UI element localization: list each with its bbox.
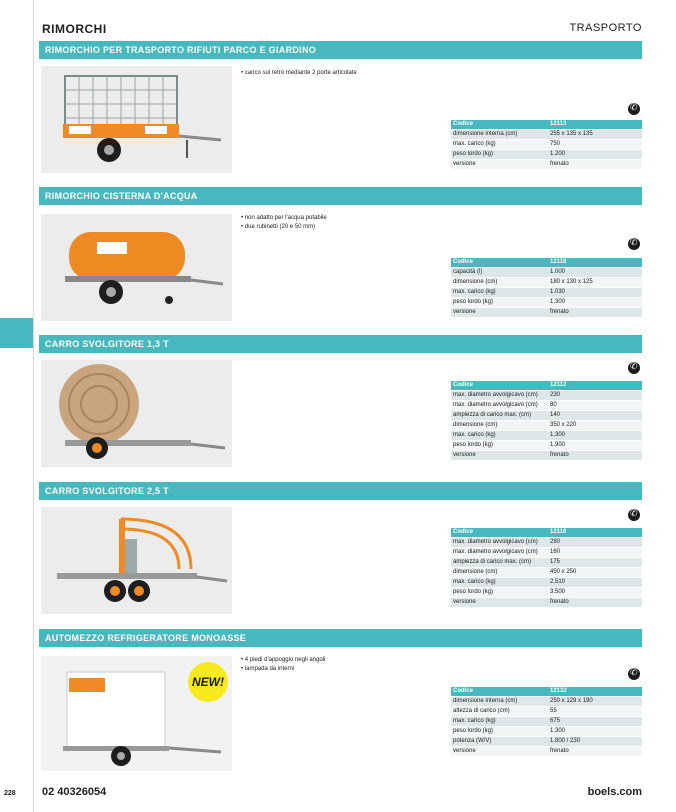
table-cell: 180 x 130 x 125 bbox=[548, 278, 642, 288]
table-cell: 3.500 bbox=[548, 588, 642, 598]
table-cell: 675 bbox=[548, 717, 642, 727]
table-cell: peso lordo (kg) bbox=[451, 441, 548, 451]
table-row bbox=[451, 697, 642, 707]
product-title: CARRO SVOLGITORE 1,3 T bbox=[39, 335, 642, 353]
table-cell: altezza di carico (cm) bbox=[451, 707, 548, 717]
product-illustration bbox=[41, 507, 232, 614]
table-cell: 250 x 129 x 190 bbox=[548, 697, 642, 707]
footer-website[interactable]: boels.com bbox=[587, 786, 642, 798]
product-image-cable-drum-trailer-1-3t bbox=[41, 360, 232, 467]
product-title: AUTOMEZZO REFRIGERATORE MONOASSE bbox=[39, 629, 642, 647]
phone-icon bbox=[628, 362, 640, 374]
table-cell: Codice bbox=[451, 528, 548, 538]
table-row bbox=[451, 150, 642, 160]
table-cell: 255 x 135 x 135 bbox=[548, 130, 642, 140]
page-number: 228 bbox=[4, 790, 16, 797]
product-image-cable-drum-trailer-2-5t bbox=[41, 507, 232, 614]
table-row bbox=[451, 411, 642, 421]
table-row bbox=[451, 160, 642, 170]
table-cell: max. carico (kg) bbox=[451, 431, 548, 441]
table-cell: max. diametro avvolgicavo (cm) bbox=[451, 391, 548, 401]
product-image-garden-trailer bbox=[41, 66, 232, 173]
table-cell: 450 x 250 bbox=[548, 568, 642, 578]
product-section-1 bbox=[39, 41, 642, 177]
table-cell: 750 bbox=[548, 140, 642, 150]
page-category: TRASPORTO bbox=[569, 22, 642, 34]
table-cell: max. diametro avvolgicavo (cm) bbox=[451, 548, 548, 558]
feature-item: • carico sul retro mediante 2 porte articolate bbox=[241, 69, 357, 78]
table-cell: versione bbox=[451, 451, 548, 461]
table-cell: Codice bbox=[451, 687, 548, 697]
product-title: CARRO SVOLGITORE 2,5 T bbox=[39, 482, 642, 500]
table-row bbox=[451, 451, 642, 461]
table-cell: frenato bbox=[548, 451, 642, 461]
table-cell: 1.300 bbox=[548, 727, 642, 737]
product-code: 12116 bbox=[548, 528, 642, 538]
footer-phone: 02 40326054 bbox=[42, 786, 107, 798]
product-illustration bbox=[41, 360, 232, 467]
table-cell: 55 bbox=[548, 707, 642, 717]
phone-icon bbox=[628, 103, 640, 115]
spec-table bbox=[451, 258, 642, 318]
page-title: RIMORCHI bbox=[42, 22, 107, 36]
phone-icon bbox=[628, 668, 640, 680]
table-row bbox=[451, 391, 642, 401]
table-row bbox=[451, 598, 642, 608]
spec-table bbox=[451, 528, 642, 608]
table-cell: 1.300 bbox=[548, 298, 642, 308]
product-code: 12118 bbox=[548, 258, 642, 268]
table-cell: versione bbox=[451, 160, 548, 170]
table-row bbox=[451, 538, 642, 548]
table-row bbox=[451, 548, 642, 558]
feature-list bbox=[241, 656, 325, 674]
table-row bbox=[451, 727, 642, 737]
table-cell: 230 bbox=[548, 391, 642, 401]
new-badge: NEW! bbox=[188, 662, 228, 702]
table-cell: versione bbox=[451, 598, 548, 608]
table-row bbox=[451, 441, 642, 451]
table-header-row bbox=[451, 258, 642, 268]
spec-table bbox=[451, 687, 642, 757]
table-cell: 80 bbox=[548, 401, 642, 411]
table-row bbox=[451, 401, 642, 411]
table-cell: 1.900 bbox=[548, 441, 642, 451]
table-header-row bbox=[451, 120, 642, 130]
table-header-row bbox=[451, 381, 642, 391]
feature-item: • due rubinetti (20 e 50 mm) bbox=[241, 223, 327, 232]
table-cell: versione bbox=[451, 308, 548, 318]
table-row bbox=[451, 717, 642, 727]
product-title: RIMORCHIO PER TRASPORTO RIFIUTI PARCO E GIARDINO bbox=[39, 41, 642, 59]
table-row bbox=[451, 421, 642, 431]
table-cell: potenza (W/V) bbox=[451, 737, 548, 747]
phone-icon bbox=[628, 509, 640, 521]
table-row bbox=[451, 288, 642, 298]
page-header bbox=[42, 22, 642, 36]
table-cell: max. carico (kg) bbox=[451, 578, 548, 588]
table-row bbox=[451, 431, 642, 441]
table-cell: capacità (l) bbox=[451, 268, 548, 278]
table-cell: max. carico (kg) bbox=[451, 717, 548, 727]
table-cell: Codice bbox=[451, 381, 548, 391]
table-cell: peso lordo (kg) bbox=[451, 298, 548, 308]
feature-item: • non adatto per l'acqua potabile bbox=[241, 214, 327, 223]
table-row bbox=[451, 588, 642, 598]
table-cell: dimensione (cm) bbox=[451, 421, 548, 431]
feature-item: • 4 piedi d'appoggio negli angoli bbox=[241, 656, 325, 665]
table-cell: 140 bbox=[548, 411, 642, 421]
feature-list bbox=[241, 214, 327, 232]
product-section-4 bbox=[39, 482, 642, 618]
table-row bbox=[451, 140, 642, 150]
table-cell: frenato bbox=[548, 747, 642, 757]
table-cell: dimensione (cm) bbox=[451, 278, 548, 288]
product-image-water-tank-trailer bbox=[41, 214, 232, 321]
table-header-row bbox=[451, 528, 642, 538]
table-row bbox=[451, 558, 642, 568]
table-cell: max. carico (kg) bbox=[451, 140, 548, 150]
table-row bbox=[451, 278, 642, 288]
table-header-row bbox=[451, 687, 642, 697]
table-cell: peso lordo (kg) bbox=[451, 727, 548, 737]
product-section-3 bbox=[39, 335, 642, 471]
chapter-tab bbox=[0, 318, 33, 348]
table-row bbox=[451, 747, 642, 757]
table-cell: versione bbox=[451, 747, 548, 757]
spec-table bbox=[451, 120, 642, 170]
table-cell: max. carico (kg) bbox=[451, 288, 548, 298]
table-row bbox=[451, 707, 642, 717]
table-row bbox=[451, 298, 642, 308]
table-cell: dimensione interna (cm) bbox=[451, 130, 548, 140]
table-cell: frenato bbox=[548, 160, 642, 170]
product-image-refrigerated-trailer bbox=[41, 656, 232, 771]
table-cell: 160 bbox=[548, 548, 642, 558]
table-cell: Codice bbox=[451, 120, 548, 130]
table-row bbox=[451, 268, 642, 278]
spec-table bbox=[451, 381, 642, 461]
table-row bbox=[451, 737, 642, 747]
product-code: 12112 bbox=[548, 381, 642, 391]
product-title: RIMORCHIO CISTERNA D'ACQUA bbox=[39, 187, 642, 205]
table-cell: 1.000 bbox=[548, 268, 642, 278]
table-row bbox=[451, 308, 642, 318]
table-cell: 1.030 bbox=[548, 288, 642, 298]
table-cell: 1.300 bbox=[548, 431, 642, 441]
phone-icon bbox=[628, 238, 640, 250]
table-cell: 350 x 220 bbox=[548, 421, 642, 431]
product-code: 12113 bbox=[548, 120, 642, 130]
table-cell: 1.200 bbox=[548, 150, 642, 160]
table-cell: dimensione (cm) bbox=[451, 568, 548, 578]
table-cell: frenato bbox=[548, 308, 642, 318]
product-section-2 bbox=[39, 187, 642, 323]
table-cell: 175 bbox=[548, 558, 642, 568]
left-margin-rule bbox=[33, 0, 34, 812]
table-row bbox=[451, 130, 642, 140]
table-cell: ampiezza di carico max. (cm) bbox=[451, 558, 548, 568]
table-cell: ampiezza di carico max. (cm) bbox=[451, 411, 548, 421]
table-row bbox=[451, 568, 642, 578]
table-cell: dimensione interna (cm) bbox=[451, 697, 548, 707]
product-illustration bbox=[41, 214, 232, 321]
feature-list bbox=[241, 69, 357, 78]
table-cell: Codice bbox=[451, 258, 548, 268]
table-cell: 2.510 bbox=[548, 578, 642, 588]
table-cell: peso lordo (kg) bbox=[451, 150, 548, 160]
table-cell: 280 bbox=[548, 538, 642, 548]
product-section-5 bbox=[39, 629, 642, 774]
table-cell: peso lordo (kg) bbox=[451, 588, 548, 598]
table-cell: max. diametro avvolgicavo (cm) bbox=[451, 538, 548, 548]
table-cell: frenato bbox=[548, 598, 642, 608]
product-code: 12132 bbox=[548, 687, 642, 697]
product-illustration bbox=[41, 66, 232, 173]
table-cell: max. diametro avvolgicavo (cm) bbox=[451, 401, 548, 411]
table-row bbox=[451, 578, 642, 588]
feature-item: • lampada da interni bbox=[241, 665, 325, 674]
table-cell: 1.800 / 230 bbox=[548, 737, 642, 747]
